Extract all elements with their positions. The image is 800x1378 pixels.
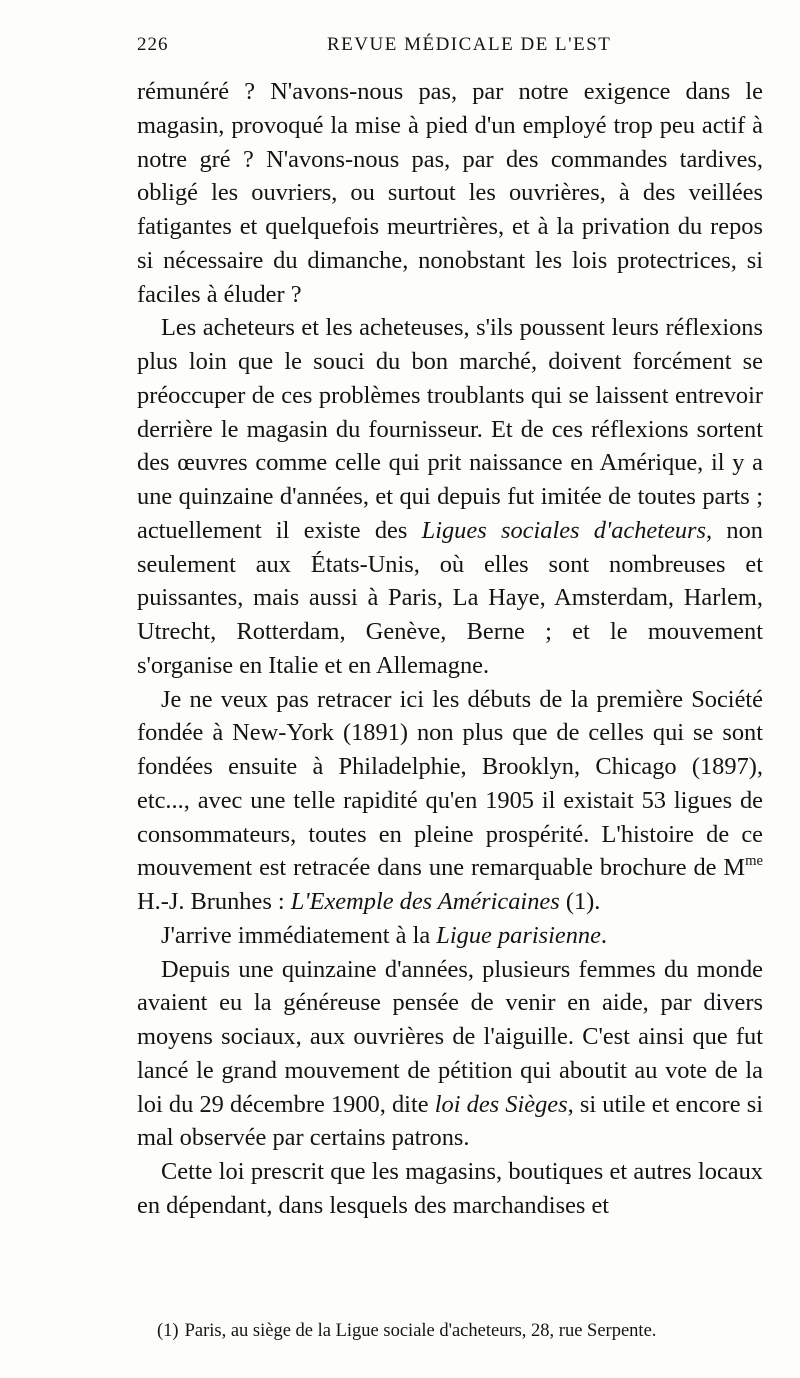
- paragraph-text: Depuis une quinzaine d'années, plusieurs femmes du monde avaient eu la généreuse pensée de venir en aide, par divers moyens sociaux, aux ouvrières de l'aiguille. C'est ainsi que fut lancé le grand mouvement de pétition qui aboutit au vote de la loi du 29 décembre 1900, dite: [137, 955, 763, 1118]
- paragraph-text: Je ne veux pas retracer ici les débuts de la première Société fondée à New-York (1891) non plus que de celles qui se sont fondées ensuite à Philadelphie, Brooklyn, Chicago (1897), etc..., avec une telle rapidité qu'en 1905 il existait 53 ligues de consommateurs, toutes en pleine prospérité. L'histoire de ce mouvement est retracée dans une remarquable brochure de M: [137, 685, 763, 882]
- italic-title: L'Exemple des Américaines: [290, 888, 560, 915]
- paragraph-3: [137, 683, 763, 919]
- paragraph-text: Cette loi prescrit que les magasins, boutiques et autres locaux en dépendant, dans lesquels des marchandises et: [137, 1158, 763, 1219]
- page-number: 226: [137, 34, 169, 55]
- paragraph-4: [137, 919, 763, 953]
- paragraph-5: [137, 953, 763, 1156]
- paragraph-text: .: [600, 921, 608, 949]
- paragraph-text: J'arrive immédiatement à la: [161, 921, 437, 949]
- footnote-text: Paris, au siège de la Ligue sociale d'acheteurs, 28, rue Serpente.: [184, 1321, 657, 1341]
- italic-term: Ligue parisienne: [436, 921, 601, 949]
- footnote-reference[interactable]: (1).: [559, 888, 601, 915]
- running-title: REVUE MÉDICALE DE L'EST: [327, 34, 612, 55]
- paragraph-text: , non seulement aux États-Unis, où elles sont nombreuses et puissantes, mais aussi à Paris, La Haye, Amsterdam, Harlem, Utrecht, Rotterdam, Genève, Berne ; et le mouvement s'organise en Italie et en Allemagne.: [137, 516, 763, 679]
- body-text: [137, 75, 763, 1223]
- italic-term: loi des Sièges: [434, 1090, 568, 1118]
- footnote-number: (1): [157, 1321, 179, 1341]
- paragraph-text: , si utile et encore si mal observée par certains patrons.: [137, 1090, 763, 1152]
- page-header: [137, 34, 767, 60]
- footnote: [157, 1319, 777, 1343]
- paragraph-text: rémunéré ? N'avons-nous pas, par notre exigence dans le magasin, provoqué la mise à pied d'un employé trop peu actif à notre gré ? N'avons-nous pas, par des commandes tardives, obligé les ouvriers, ou surtout les ouvrières, à des veillées fatigantes et quelquefois meurtrières, et à la privation du repos si nécessaire du dimanche, nonobstant les lois protectrices, si faciles à éluder ?: [137, 78, 763, 308]
- paragraph-text: H.-J. Brunhes :: [137, 888, 291, 915]
- italic-term: Ligues sociales d'acheteurs: [421, 516, 707, 544]
- paragraph-2: [137, 311, 763, 682]
- superscript: me: [745, 853, 763, 870]
- paragraph-text: Les acheteurs et les acheteuses, s'ils poussent leurs réflexions plus loin que le souci du bon marché, doivent forcément se préoccuper de ces problèmes troublants qui se laissent entrevoir derrière le magasin du fournisseur. Et de ces réflexions sortent des œuvres comme celle qui prit naissance en Amérique, il y a une quinzaine d'années, et qui depuis fut imitée de toutes parts ; actuellement il existe des: [137, 314, 763, 544]
- paragraph-1: [137, 75, 763, 311]
- paragraph-6: [137, 1155, 763, 1223]
